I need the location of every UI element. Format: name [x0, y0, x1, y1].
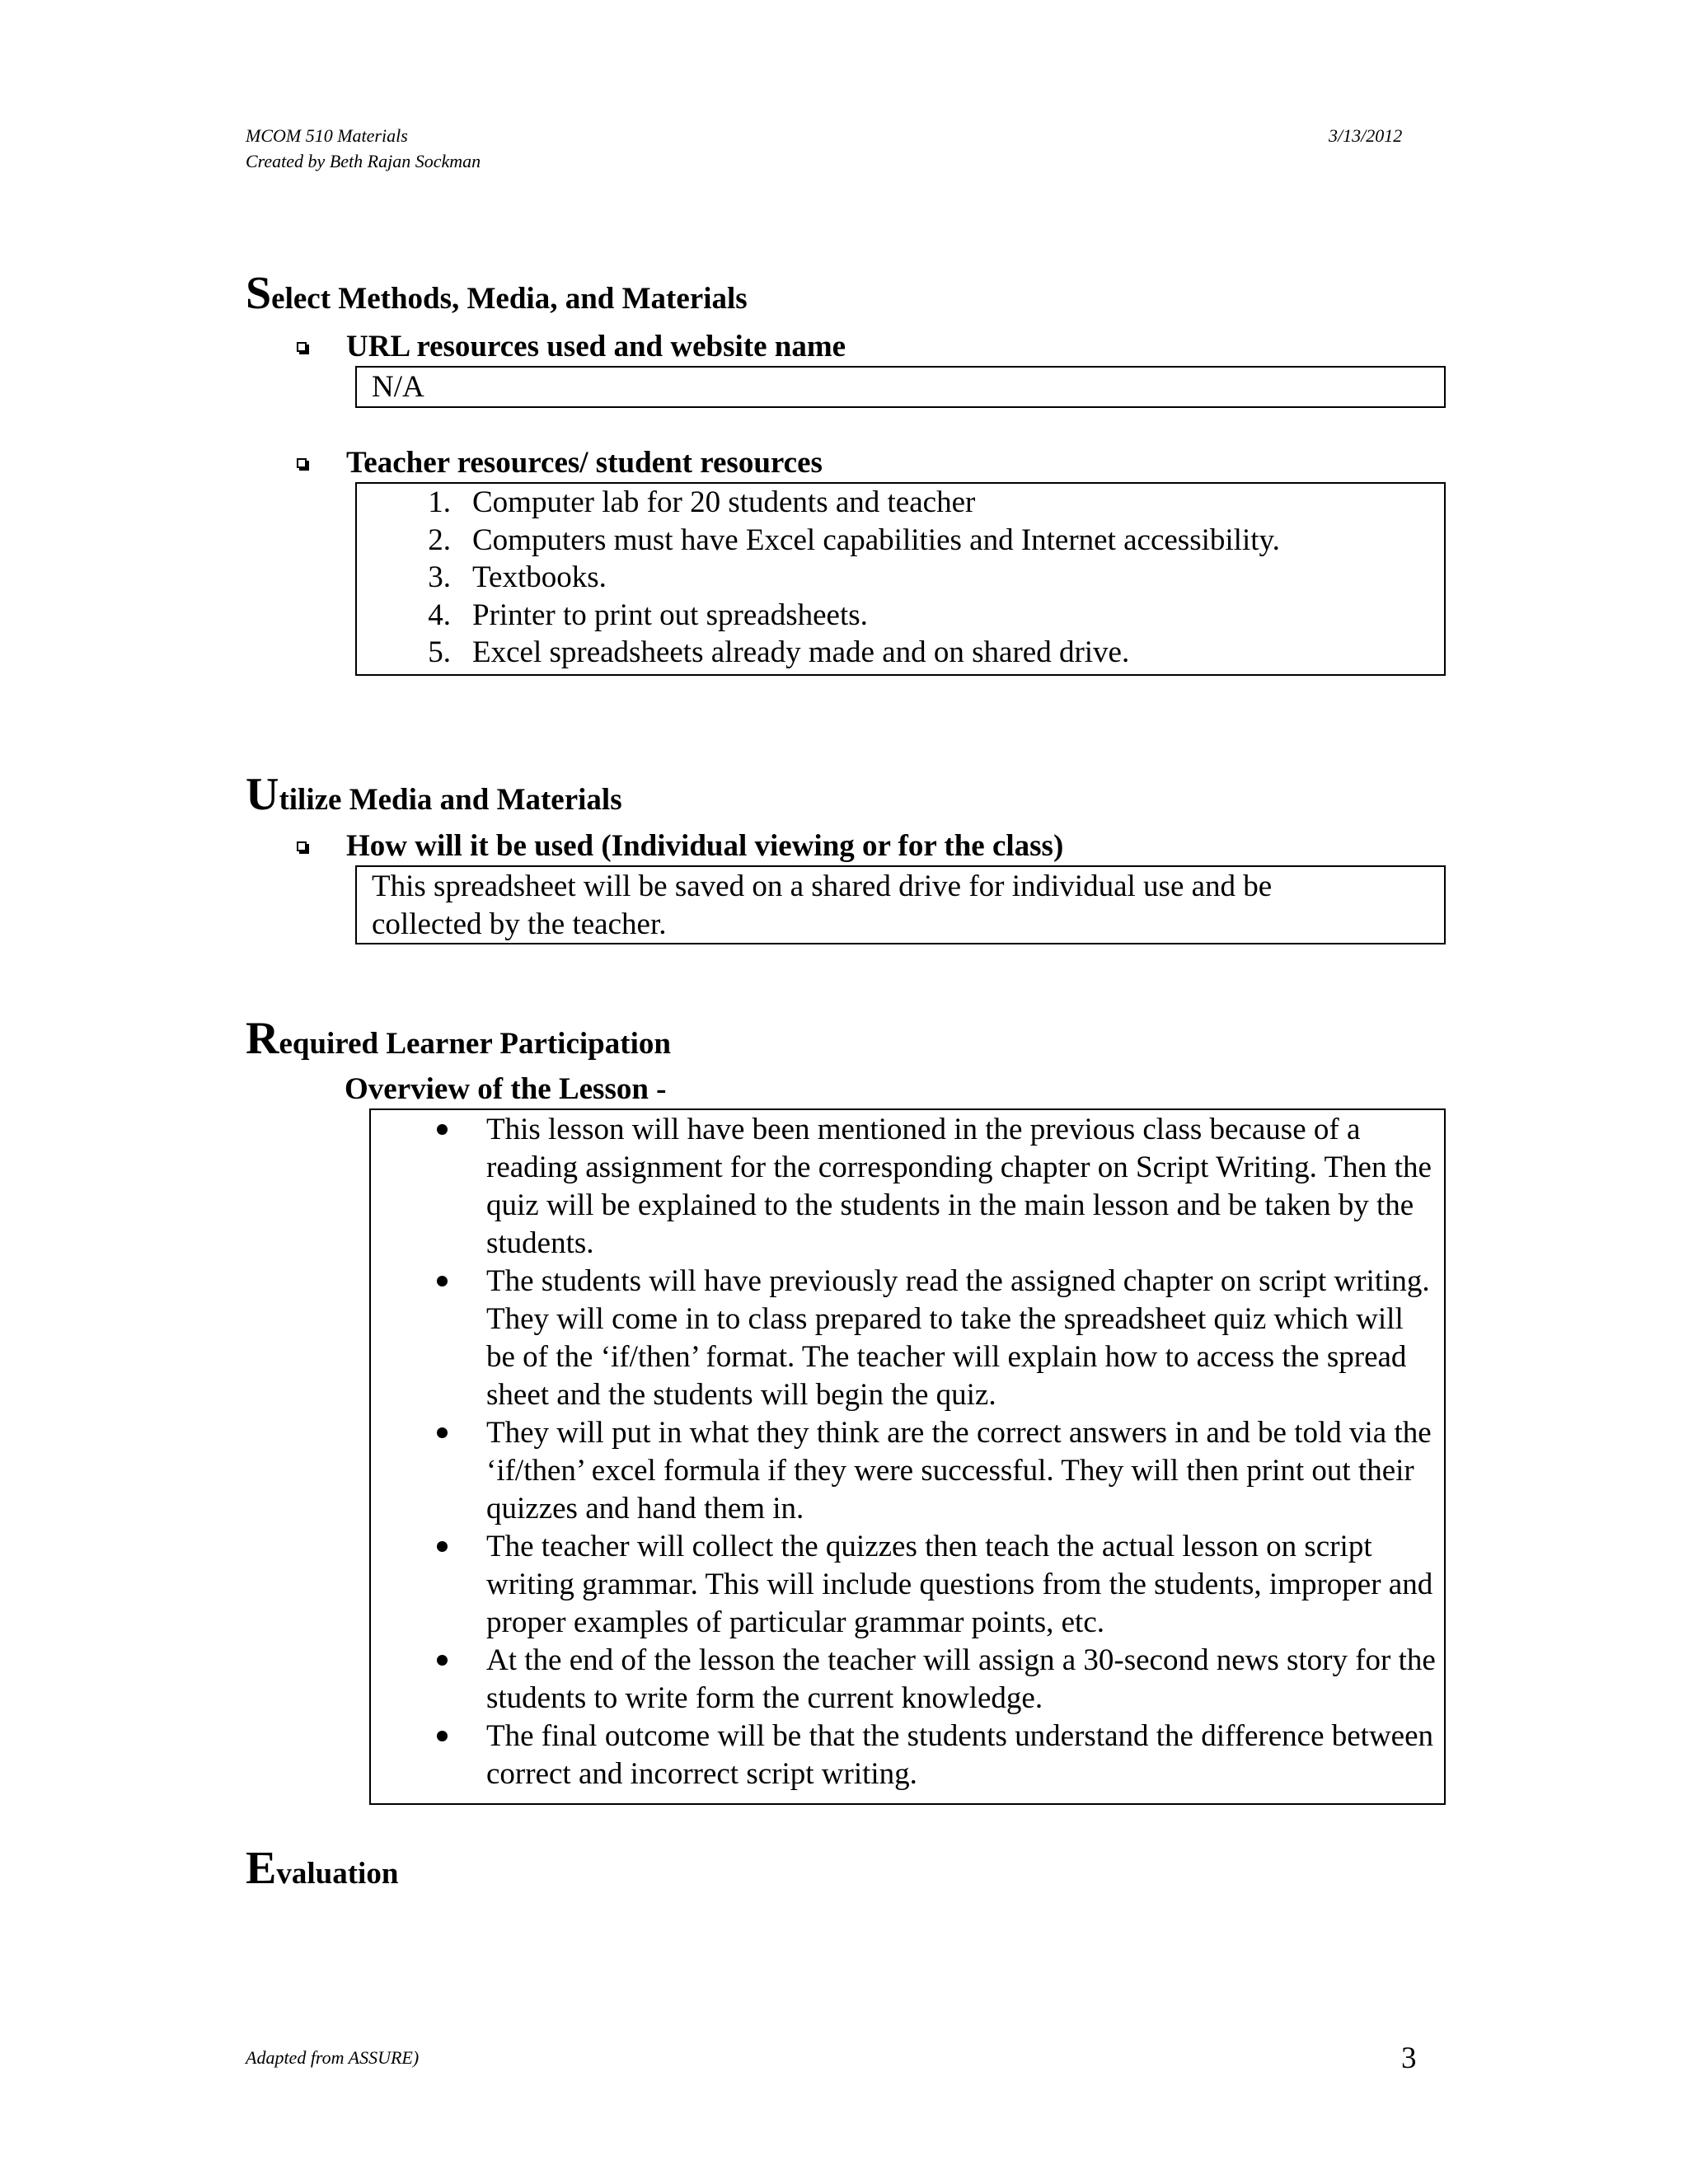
list-item [357, 484, 1444, 522]
resources-list [357, 484, 1444, 672]
usage-text: This spreadsheet will be saved on a shared drive for individual use and be collected by the teacher. [372, 869, 1273, 941]
url-resources-label: URL resources used and website name [346, 330, 846, 363]
usage-label: How will it be used (Individual viewing or for the class) [346, 829, 1064, 863]
url-value-box [355, 366, 1446, 408]
header-date: 3/13/2012 [1329, 125, 1403, 146]
heading-initial: S [246, 268, 272, 319]
list-item-text: At the end of the lesson the teacher will assign a 30-second news story for the students to write form the current knowledge. [486, 1643, 1436, 1715]
section-heading-select [246, 268, 748, 319]
list-item-text: Computers must have Excel capabilities and Internet accessibility. [472, 523, 1280, 557]
list-item [371, 1642, 1444, 1718]
bullet-dot-icon [437, 1124, 448, 1135]
heading-initial: R [246, 1013, 279, 1064]
list-item-text: Printer to print out spreadsheets. [472, 598, 868, 632]
list-item-number: 5. [428, 635, 451, 669]
list-item [371, 1718, 1444, 1793]
resources-box [355, 482, 1446, 676]
list-item-number: 3. [428, 560, 451, 594]
list-item [357, 634, 1444, 672]
list-item-text: They will put in what they think are the correct answers in and be told via the ‘if/then’ excel formula if they were successful. They will then print out their quizzes and hand them in. [486, 1416, 1432, 1526]
list-item-number: 4. [428, 598, 451, 632]
section-heading-require [246, 1013, 671, 1064]
overview-heading: Overview of the Lesson - [345, 1072, 667, 1106]
heading-rest: tilize Media and Materials [279, 783, 622, 817]
heading-rest: valuation [276, 1857, 399, 1891]
list-item-text: The teacher will collect the quizzes then teach the actual lesson on script writing grammar. This will include questions from the students, improper and proper examples of particular grammar points, etc. [486, 1530, 1433, 1639]
checkbox-bullet-icon [297, 458, 307, 468]
list-item-text: Computer lab for 20 students and teacher [472, 485, 976, 519]
list-item [357, 597, 1444, 635]
bullet-dot-icon [437, 1731, 448, 1741]
bullet-dot-icon [437, 1655, 448, 1666]
bullet-dot-icon [437, 1276, 448, 1286]
teacher-resources-label: Teacher resources/ student resources [346, 446, 823, 480]
list-item [371, 1528, 1444, 1642]
overview-box [369, 1108, 1446, 1805]
heading-initial: U [246, 769, 279, 820]
list-item [357, 559, 1444, 597]
overview-list [371, 1111, 1444, 1793]
checkbox-bullet-icon [297, 342, 307, 352]
list-item [371, 1111, 1444, 1263]
list-item-number: 1. [428, 485, 451, 519]
heading-rest: equired Learner Participation [279, 1027, 671, 1061]
list-item-text: Excel spreadsheets already made and on shared drive. [472, 635, 1130, 669]
list-item-text: The students will have previously read the assigned chapter on script writing. They will come in to class prepared to take the spreadsheet quiz which will be of the ‘if/then’ format. The teacher will explain how to access the spread sheet and the students will begin the quiz. [486, 1264, 1430, 1412]
list-item-text: Textbooks. [472, 560, 607, 594]
list-item [357, 522, 1444, 560]
heading-initial: E [246, 1843, 277, 1894]
usage-box [355, 865, 1446, 944]
list-item [371, 1414, 1444, 1528]
list-item-number: 2. [428, 523, 451, 557]
section-heading-evaluation [246, 1843, 399, 1894]
list-item [371, 1263, 1444, 1414]
url-value: N/A [372, 370, 424, 404]
bullet-dot-icon [437, 1427, 448, 1438]
page-number: 3 [1401, 2041, 1417, 2075]
checkbox-bullet-icon [297, 841, 307, 851]
header-course: MCOM 510 Materials [246, 125, 408, 146]
list-item-text: The final outcome will be that the students understand the difference between correct and incorrect script writing. [486, 1719, 1434, 1791]
bullet-dot-icon [437, 1541, 448, 1552]
section-heading-utilize [246, 769, 622, 820]
footer-source: Adapted from ASSURE) [246, 2047, 420, 2068]
heading-rest: elect Methods, Media, and Materials [271, 282, 748, 316]
header-author: Created by Beth Rajan Sockman [246, 151, 481, 171]
list-item-text: This lesson will have been mentioned in the previous class because of a reading assignment for the corresponding chapter on Script Writing. Then the quiz will be explained to the students in the main lesson and be taken by the students. [486, 1113, 1432, 1260]
